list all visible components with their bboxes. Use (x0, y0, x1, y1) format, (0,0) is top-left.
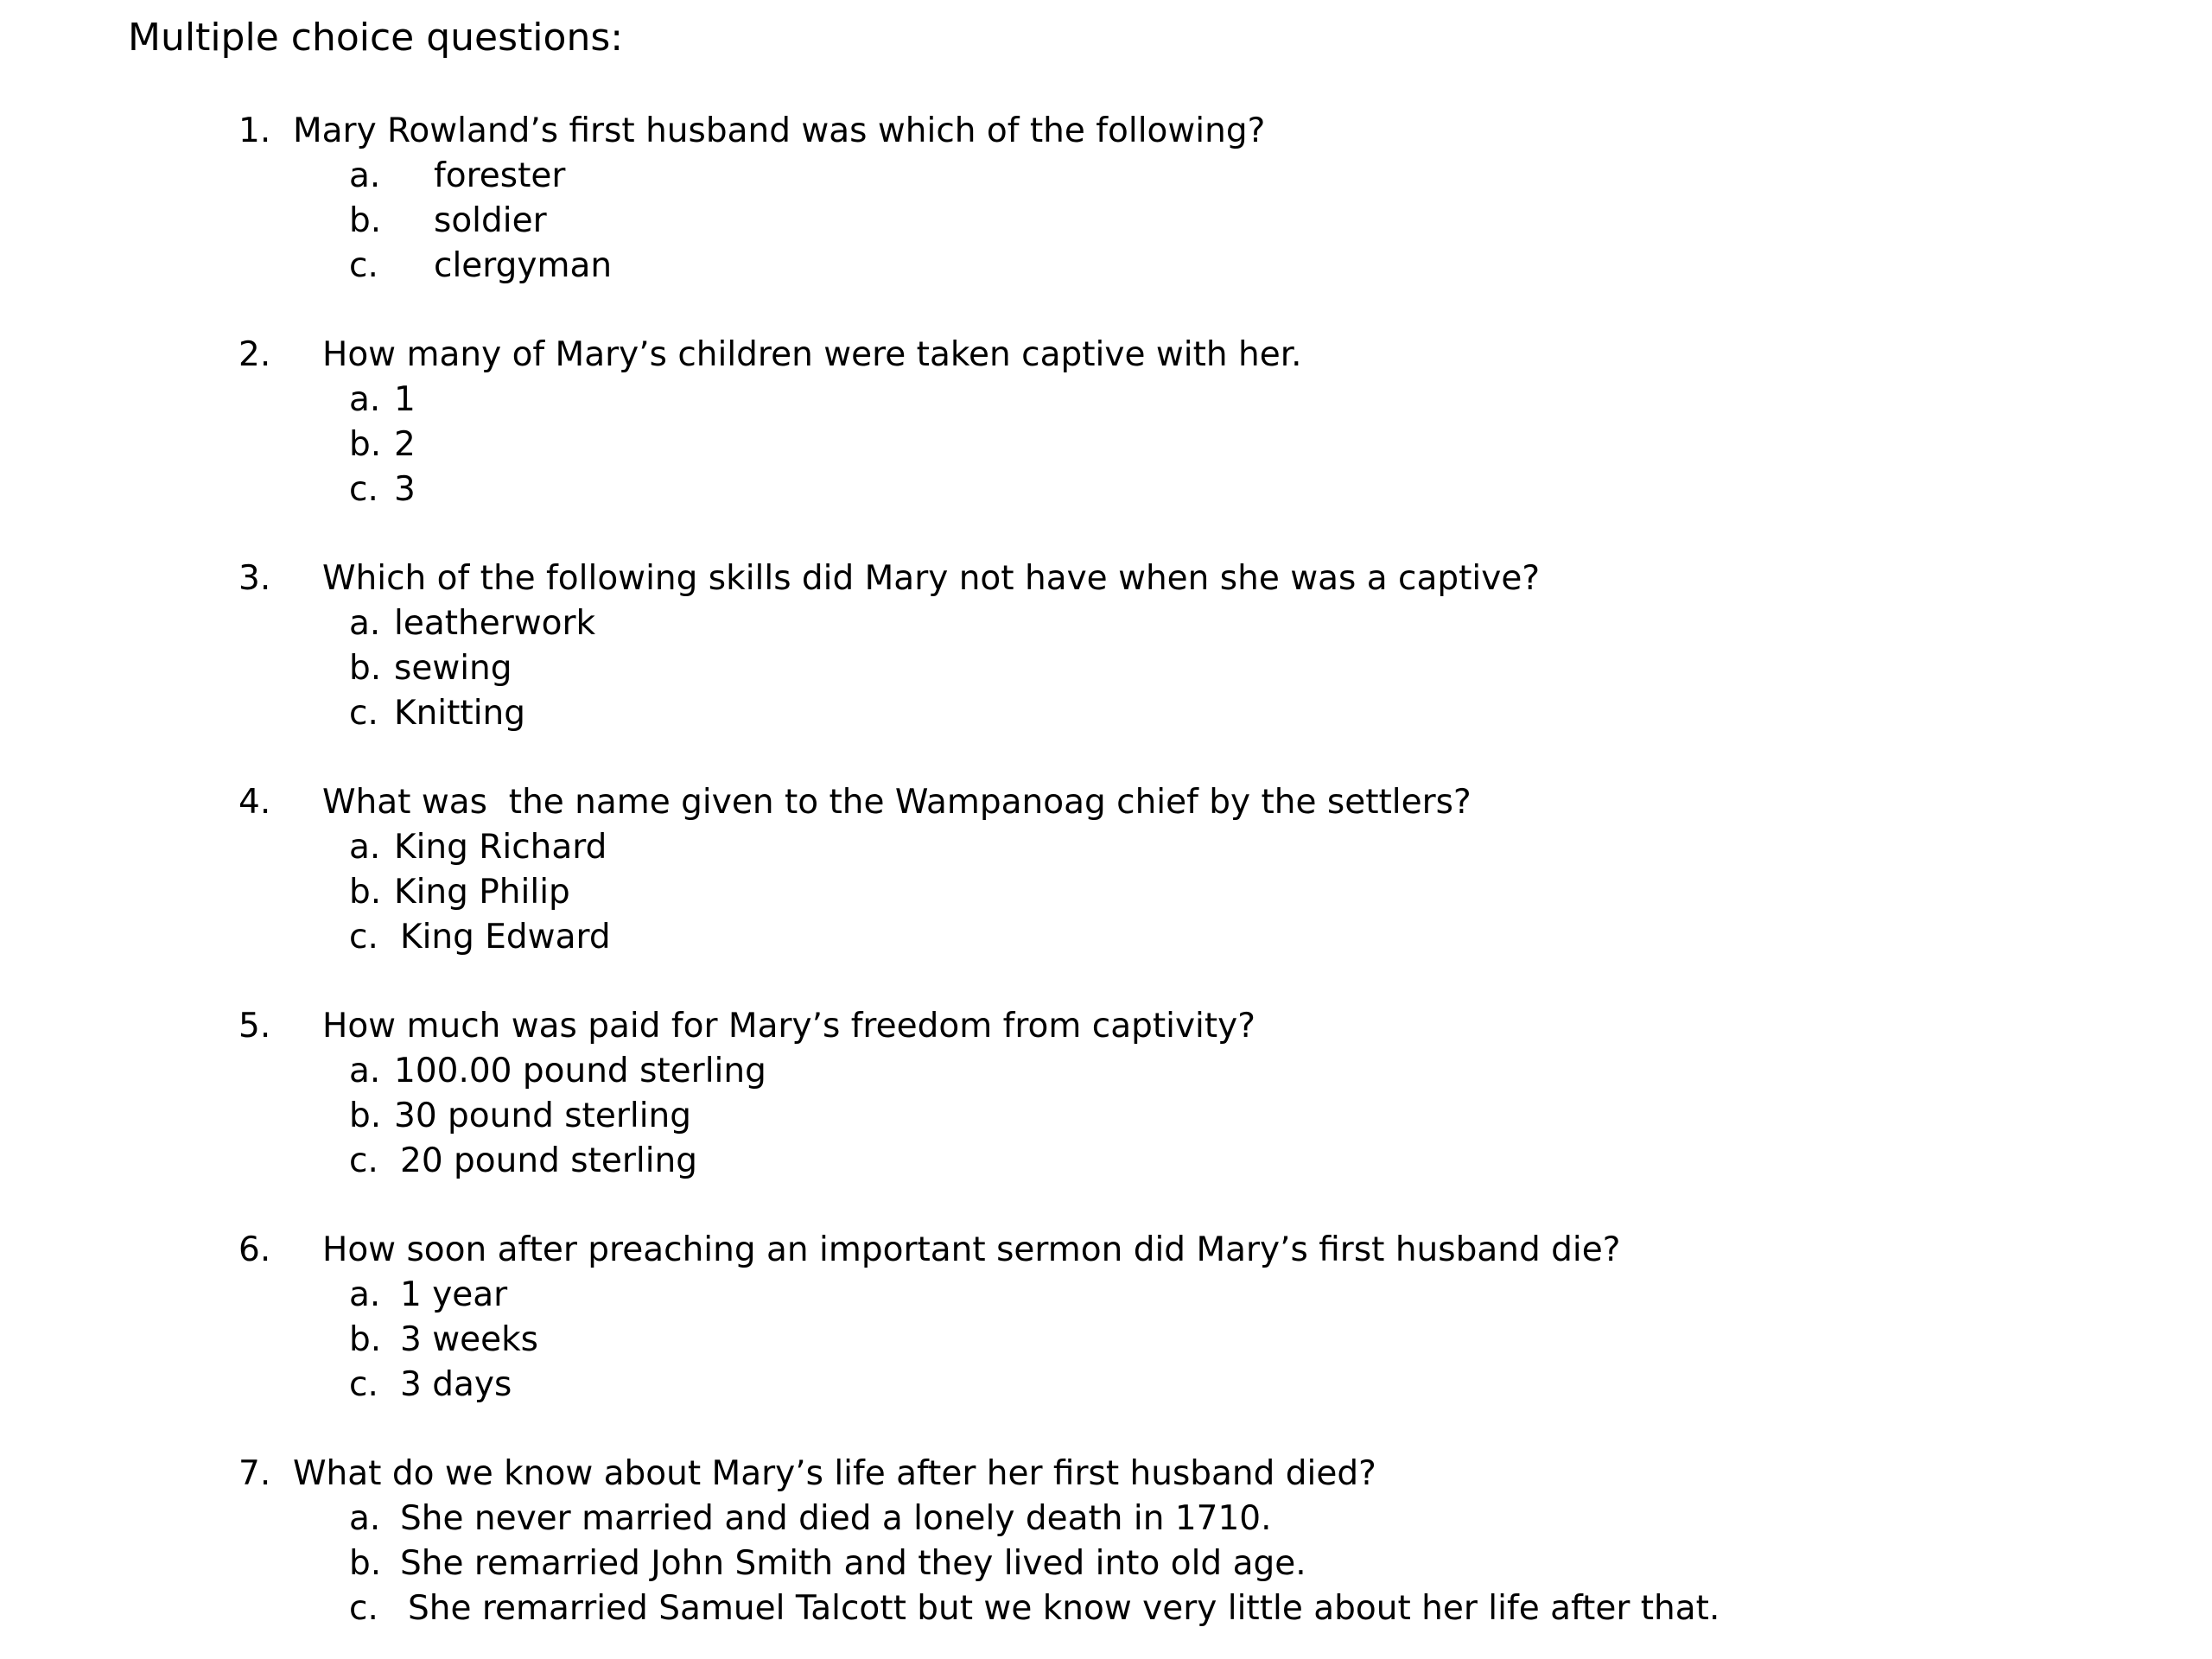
option-letter: a. (349, 1499, 381, 1538)
option-letter: b. (349, 425, 382, 464)
option-letter: a. (349, 604, 381, 643)
answer-option (0, 825, 2212, 870)
option-text: 1 year (400, 1275, 508, 1314)
answer-option (0, 1363, 2212, 1408)
option-text: 3 (394, 470, 416, 509)
question-number: 3. (238, 559, 271, 598)
option-letter: a. (349, 1052, 381, 1090)
question-line (0, 556, 2212, 601)
question-line (0, 780, 2212, 825)
option-letter: b. (349, 1320, 382, 1359)
page-heading: Multiple choice questions: (128, 16, 624, 60)
question-6 (0, 1228, 2212, 1408)
question-7 (0, 1452, 2212, 1631)
option-text: 3 weeks (400, 1320, 538, 1359)
option-letter: a. (349, 828, 381, 867)
option-text: 1 (394, 380, 416, 419)
answer-option (0, 1049, 2212, 1094)
option-letter: a. (349, 156, 381, 195)
question-line (0, 1452, 2212, 1497)
answer-option (0, 1541, 2212, 1586)
answer-option (0, 154, 2212, 199)
option-text: soldier (434, 201, 547, 240)
question-text: How soon after preaching an important sermon did Mary’s first husband die? (322, 1230, 1621, 1269)
question-number: 6. (238, 1230, 271, 1269)
option-text: Knitting (394, 694, 526, 733)
question-3 (0, 556, 2212, 736)
option-letter: b. (349, 201, 382, 240)
answer-option (0, 1497, 2212, 1541)
option-text: King Edward (400, 918, 611, 957)
option-letter: c. (349, 694, 378, 733)
answer-option (0, 915, 2212, 960)
option-text: She never married and died a lonely death in 1710. (400, 1499, 1272, 1538)
question-text: Mary Rowland’s first husband was which of the following? (293, 111, 1266, 150)
question-line (0, 333, 2212, 378)
option-letter: c. (349, 1141, 378, 1180)
option-letter: b. (349, 1096, 382, 1135)
option-letter: c. (349, 470, 378, 509)
question-text: What do we know about Mary’s life after her first husband died? (293, 1454, 1376, 1493)
option-letter: a. (349, 1275, 381, 1314)
answer-option (0, 467, 2212, 512)
answer-option (0, 244, 2212, 289)
answer-option (0, 378, 2212, 423)
option-text: 3 days (400, 1365, 512, 1404)
question-number: 4. (238, 783, 271, 822)
question-4 (0, 780, 2212, 960)
option-letter: a. (349, 380, 381, 419)
option-text: She remarried John Smith and they lived into old age. (400, 1544, 1306, 1583)
option-text: forester (434, 156, 566, 195)
option-text: 100.00 pound sterling (394, 1052, 766, 1090)
answer-option (0, 423, 2212, 467)
answer-option (0, 601, 2212, 646)
question-2 (0, 333, 2212, 512)
answer-option (0, 1318, 2212, 1363)
option-letter: c. (349, 918, 378, 957)
answer-option (0, 199, 2212, 244)
question-text: What was the name given to the Wampanoag chief by the settlers? (322, 783, 1471, 822)
question-number: 7. (238, 1454, 271, 1493)
option-letter: c. (349, 1365, 378, 1404)
question-text: How many of Mary’s children were taken captive with her. (322, 335, 1302, 374)
answer-option (0, 1586, 2212, 1631)
question-line (0, 109, 2212, 154)
answer-option (0, 1273, 2212, 1318)
answer-option (0, 691, 2212, 736)
question-line (0, 1004, 2212, 1049)
option-text: 20 pound sterling (400, 1141, 698, 1180)
answer-option (0, 646, 2212, 691)
answer-option (0, 1094, 2212, 1139)
answer-option (0, 1139, 2212, 1184)
option-text: King Philip (394, 873, 570, 912)
option-text: clergyman (434, 246, 613, 285)
option-letter: b. (349, 649, 382, 688)
option-letter: c. (349, 1589, 378, 1628)
question-text: How much was paid for Mary’s freedom from captivity? (322, 1007, 1255, 1046)
option-text: King Richard (394, 828, 607, 867)
option-text: She remarried Samuel Talcott but we know very little about her life after that. (408, 1589, 1720, 1628)
question-5 (0, 1004, 2212, 1184)
question-number: 1. (238, 111, 271, 150)
option-text: 2 (394, 425, 416, 464)
option-letter: b. (349, 873, 382, 912)
question-number: 2. (238, 335, 271, 374)
option-text: 30 pound sterling (394, 1096, 692, 1135)
option-letter: b. (349, 1544, 382, 1583)
answer-option (0, 870, 2212, 915)
question-text: Which of the following skills did Mary not have when she was a captive? (322, 559, 1541, 598)
option-text: sewing (394, 649, 512, 688)
question-number: 5. (238, 1007, 271, 1046)
option-letter: c. (349, 246, 378, 285)
question-1 (0, 109, 2212, 289)
question-line (0, 1228, 2212, 1273)
option-text: leatherwork (394, 604, 596, 643)
